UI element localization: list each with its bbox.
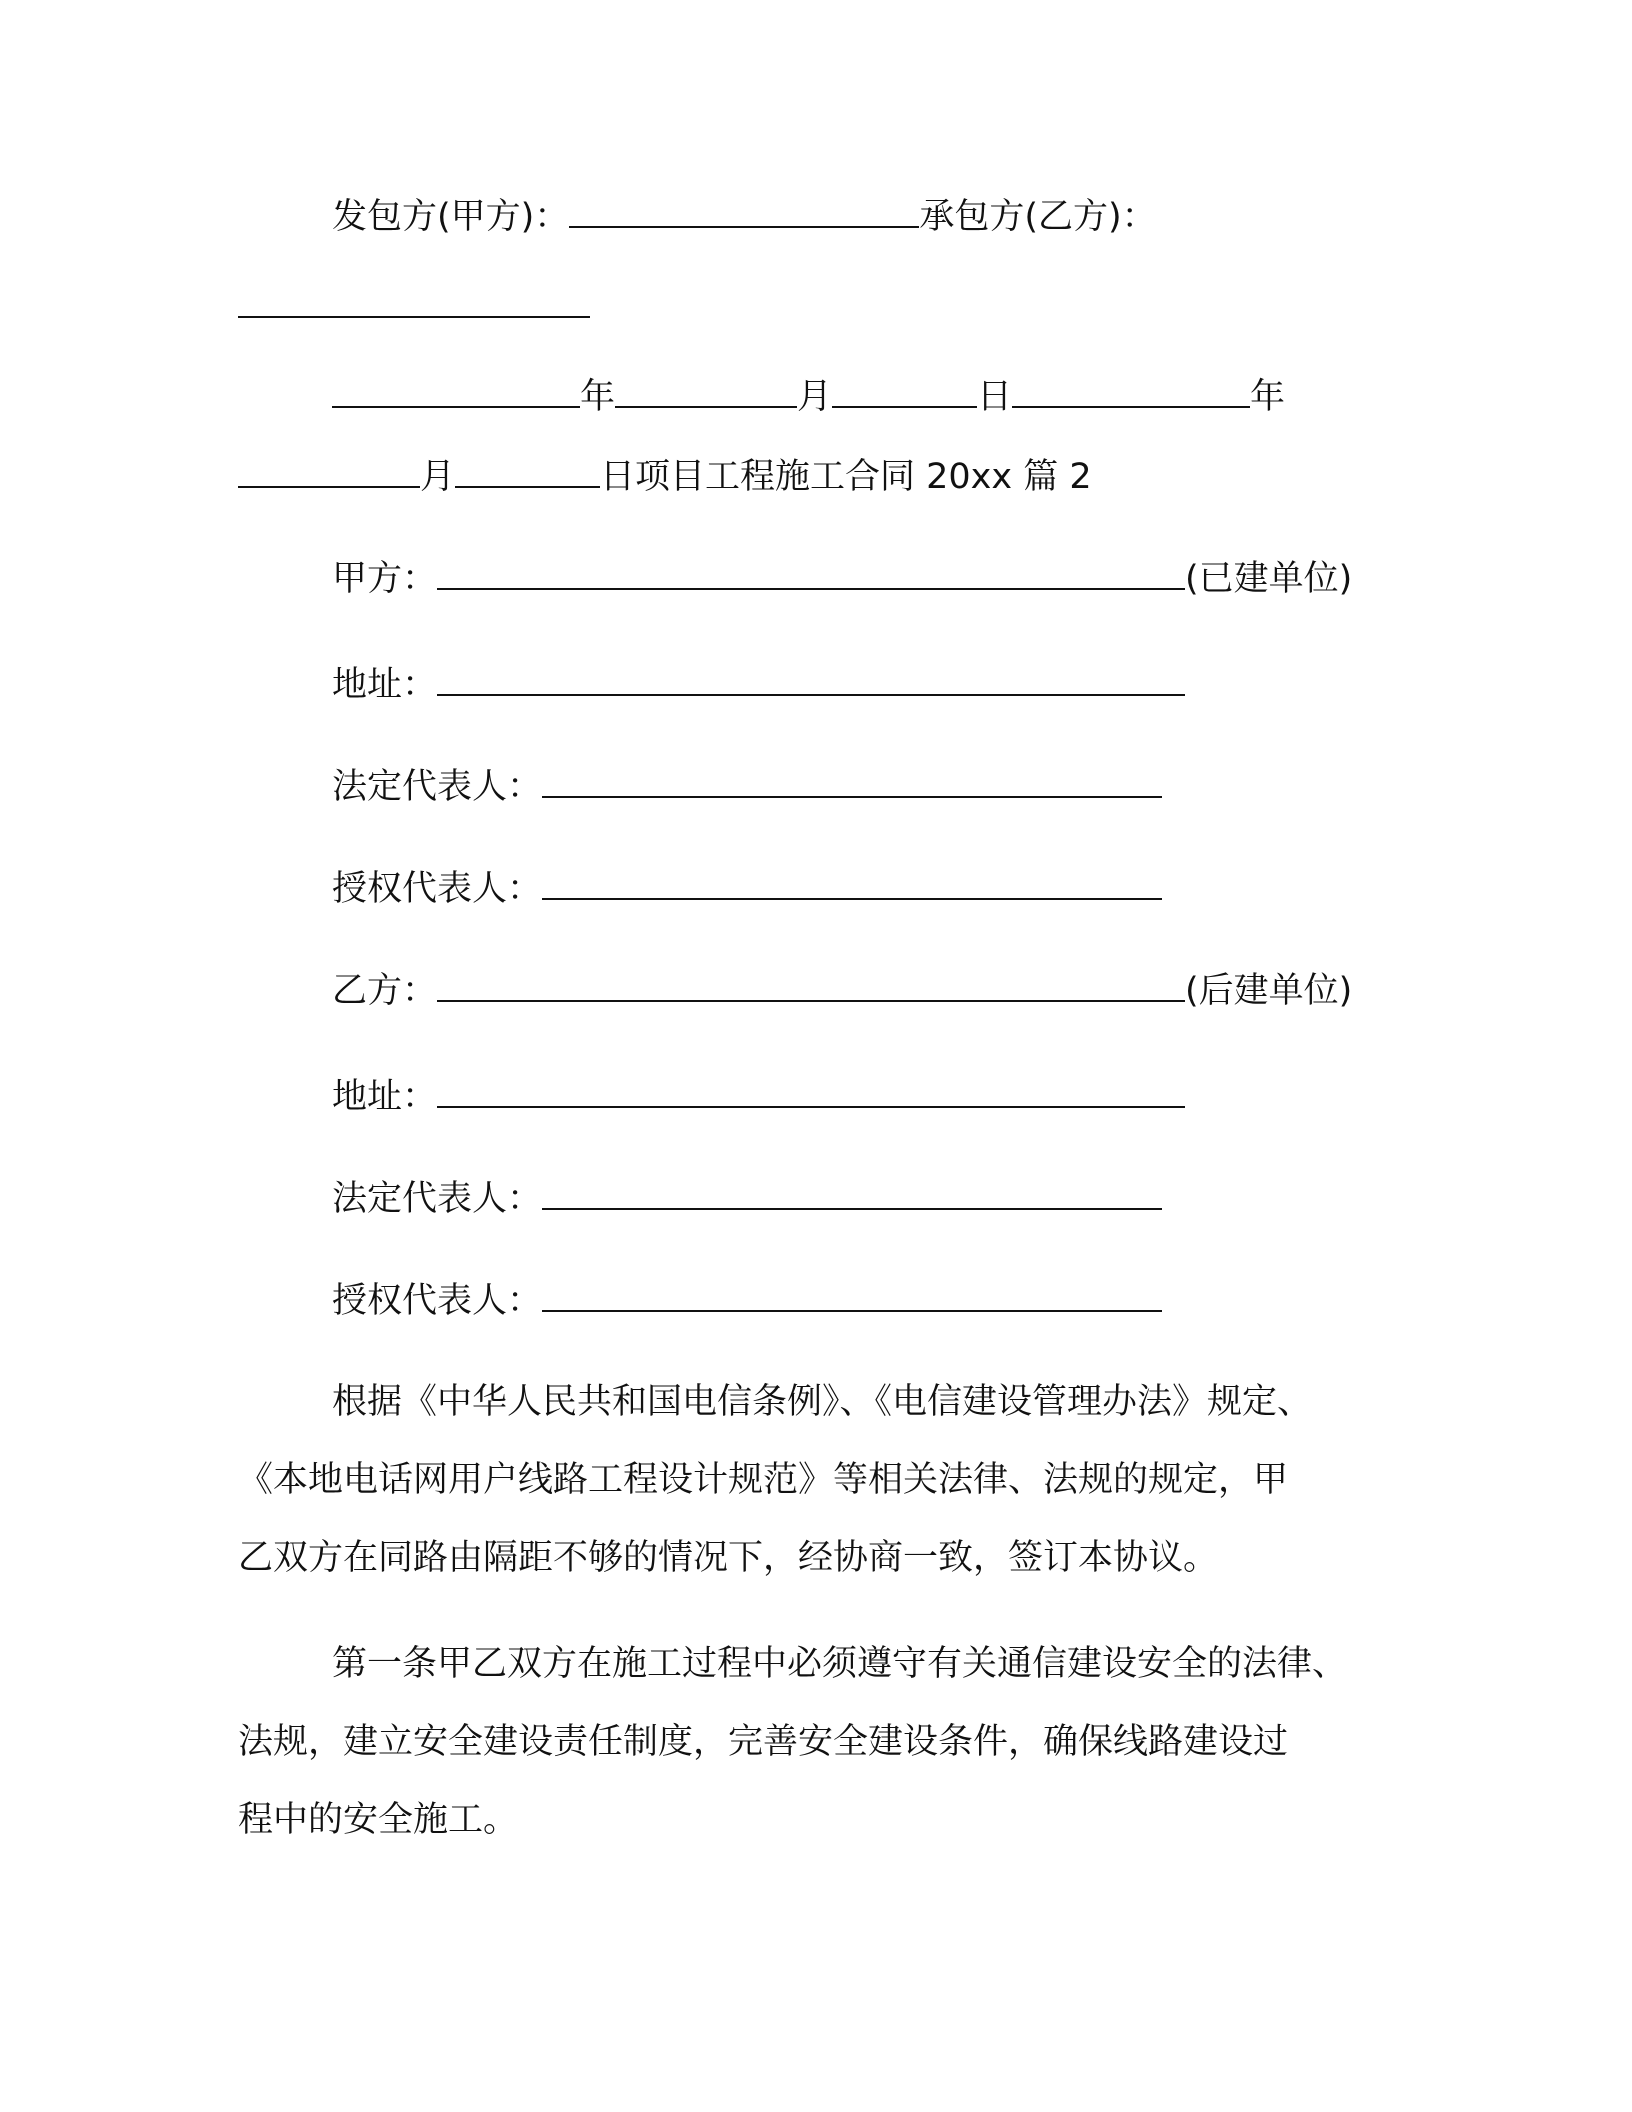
party-b-address-label: 地址：: [332, 1077, 438, 1117]
date-blank-4: [1012, 376, 1250, 408]
party-b-header-label: 承包方(乙方)：: [919, 197, 1157, 237]
party-b-auth-rep-line: [332, 1280, 1162, 1321]
party-b-label: 乙方：: [332, 971, 438, 1011]
date-blank-5: [238, 456, 420, 488]
date-blank-6: [455, 456, 600, 488]
parties-header-line: [332, 196, 1157, 237]
article1-line-1: 第一条甲乙双方在施工过程中必须遵守有关通信建设安全的法律、: [332, 1644, 1348, 1684]
party-a-address-blank: [437, 664, 1185, 696]
party-a-address-label: 地址：: [332, 665, 438, 705]
party-b-auth-rep-label: 授权代表人：: [332, 1281, 543, 1321]
party-b-line: [332, 970, 1352, 1011]
party-a-legal-rep-line: [332, 766, 1162, 807]
party-b-address-line: [332, 1076, 1185, 1117]
party-a-legal-rep-blank: [542, 766, 1162, 798]
preamble-line-1: 根据《中华人民共和国电信条例》、《电信建设管理办法》规定、: [332, 1382, 1313, 1422]
party-b-legal-rep-blank: [542, 1178, 1162, 1210]
year-label-2: 年: [1250, 377, 1286, 417]
date-line-2: [238, 456, 1092, 497]
party-b-header-blank: [238, 286, 590, 318]
party-a-address-line: [332, 664, 1185, 705]
party-a-line: [332, 558, 1352, 599]
party-a-header-blank: [569, 196, 919, 228]
party-b-legal-rep-line: [332, 1178, 1162, 1219]
day-and-title: 日项目工程施工合同 20xx 篇 2: [600, 457, 1092, 497]
party-a-suffix: (已建单位): [1185, 559, 1353, 599]
party-b-suffix: (后建单位): [1185, 971, 1353, 1011]
party-a-blank: [437, 558, 1185, 590]
party-a-auth-rep-label: 授权代表人：: [332, 869, 543, 909]
preamble-line-3: 乙双方在同路由隔距不够的情况下，经协商一致，签订本协议。: [238, 1538, 1219, 1578]
date-line-1: [332, 376, 1285, 417]
year-label-1: 年: [580, 377, 616, 417]
preamble-line-2: 《本地电话网用户线路工程设计规范》等相关法律、法规的规定，甲: [238, 1460, 1289, 1500]
party-b-address-blank: [437, 1076, 1185, 1108]
article1-line-2: 法规，建立安全建设责任制度，完善安全建设条件，确保线路建设过: [238, 1722, 1289, 1762]
article1-line-3: 程中的安全施工。: [238, 1800, 519, 1840]
date-blank-2: [615, 376, 797, 408]
date-blank-1: [332, 376, 580, 408]
party-b-legal-rep-label: 法定代表人：: [332, 1179, 543, 1219]
party-a-label: 甲方：: [332, 559, 438, 599]
party-b-header-continuation: [238, 286, 590, 327]
party-b-auth-rep-blank: [542, 1280, 1162, 1312]
party-a-auth-rep-blank: [542, 868, 1162, 900]
date-blank-3: [832, 376, 977, 408]
party-a-header-label: 发包方(甲方)：: [332, 197, 570, 237]
party-a-legal-rep-label: 法定代表人：: [332, 767, 543, 807]
party-a-auth-rep-line: [332, 868, 1162, 909]
party-b-blank: [437, 970, 1185, 1002]
month-label-2: 月: [420, 457, 456, 497]
month-label-1: 月: [797, 377, 833, 417]
day-label-1: 日: [977, 377, 1013, 417]
